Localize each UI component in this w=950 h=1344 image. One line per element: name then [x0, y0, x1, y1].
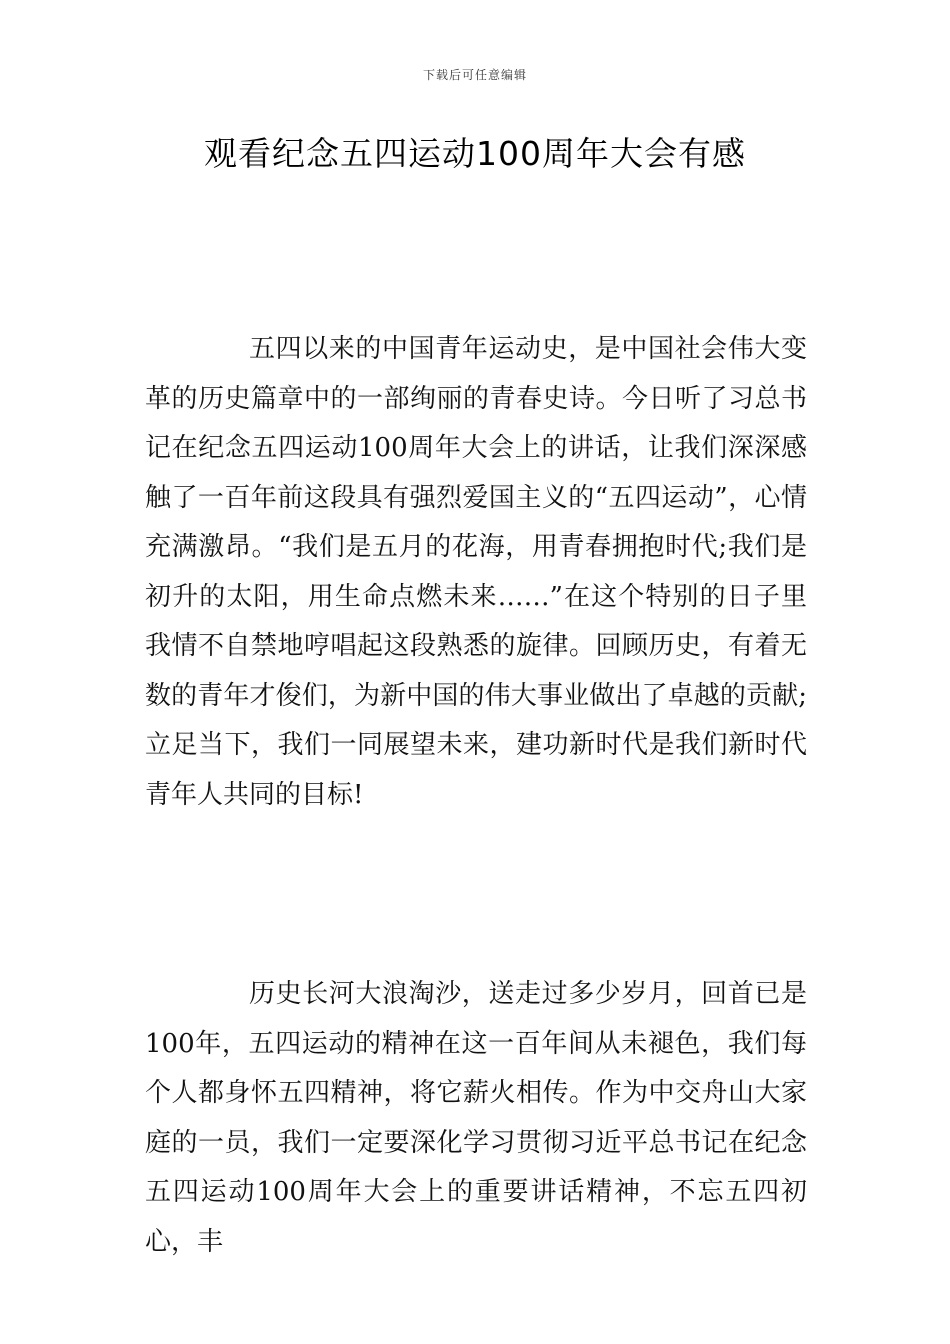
header-note: 下载后可任意编辑 — [422, 68, 527, 82]
paragraph-1: 五四以来的中国青年运动史，是中国社会伟大变革的历史篇章中的一部绚丽的青春史诗。今日听了习总书记在纪念五四运动100周年大会上的讲话，让我们深深感触了一百年前这段具有强烈爱国主义的“五四运动”，心情充满激昂。“我们是五月的花海，用青春拥抱时代;我们是初升的太阳，用生命点燃未来……”在这个特别的日子里我情不自禁地哼唱起这段熟悉的旋律。回顾历史，有着无数的青年才俊们，为新中国的伟大事业做出了卓越的贡献;立足当下，我们一同展望未来，建功新时代是我们新时代青年人共同的目标! — [145, 334, 807, 810]
paragraph-2: 历史长河大浪淘沙，送走过多少岁月，回首已是100年，五四运动的精神在这一百年间从未褪色，我们每个人都身怀五四精神，将它薪火相传。作为中交舟山大家庭的一员，我们一定要深化学习贯彻习近平总书记在纪念五四运动100周年大会上的重要讲话精神，不忘五四初心，丰 — [145, 979, 807, 1257]
document-title: 观看纪念五四运动100周年大会有感 — [204, 134, 746, 173]
